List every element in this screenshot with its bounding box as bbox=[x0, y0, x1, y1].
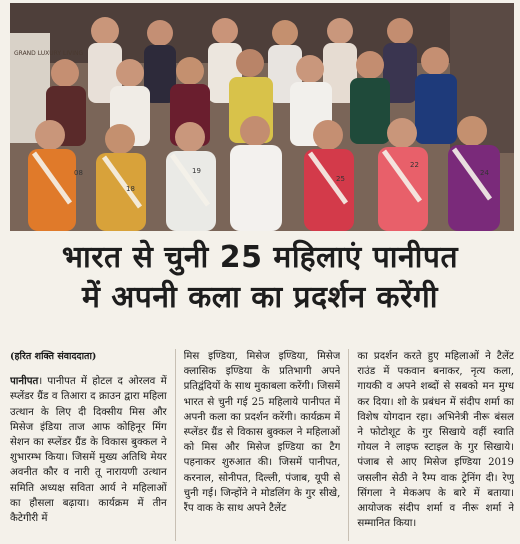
headline bbox=[6, 238, 514, 318]
sash-number: 19 bbox=[192, 167, 201, 175]
article-column-2: मिस इण्डिया, मिसेज इण्डिया, मिसेज क्लासिक इण्डिया के प्रतिभागी अपने प्रतिद्वंदियों के साथ मुकाबला करेंगी। जिसमें भारत से चुनी गई 25 महिलाये पानीपत में अपनी कला का प्रदर्शन करेंगी। कार्यक्रम में स्प्लेंडर ग्रैंड से विकास बुक्कल ने महिलाओं को मिस और मिसेज इण्डिया का टैग पहनाकर शुरुआत की। जिसमें पानीपत, करनाल, सोनीपत, दिल्ली, पंजाब, यूपी से चुनी गई। जिन्होंने ने मोडलिंग के गुर सीखे, रैंप वाक के साथ अपने टैलेंट bbox=[183, 351, 341, 515]
byline: (हरित शक्ति संवाददाता) bbox=[10, 351, 97, 362]
article-body bbox=[10, 349, 514, 541]
headline-line-1: भारत से चुनी 25 महिलाएं पानीपत bbox=[61, 240, 459, 275]
group-photo-illustration bbox=[10, 3, 514, 231]
sash-number: 08 bbox=[74, 169, 83, 177]
sash-number: 24 bbox=[480, 169, 489, 177]
group-photo bbox=[10, 3, 514, 231]
column-divider bbox=[175, 349, 176, 541]
dateline: पानीपत bbox=[10, 375, 39, 388]
article-column-1 bbox=[10, 349, 167, 541]
sash-number: 22 bbox=[410, 161, 419, 169]
article-column-3: का प्रदर्शन करते हुए महिलाओं ने टैलेंट राउंड में पकवान बनाकर, नृत्य कला, गायकी व अपने शब्दों से सबको मन मुग्ध कर दिया। शो के प्रबंधन में संदीप शर्मा का विशेष योगदान रहा। अभिनेत्री नीरू बंसल ने फोटोशूट के गुर सिखाये वहीं स्वाति गोयल ने लाइफ स्टाइल के गुर सिखाये। पंजाब से आए मिसेज इण्डिया 2019 जसलीन सेठी ने रैम्प वाक ट्रेनिंग दी। रेणु सिंगला ने मेकअप के बारे में बताया। आयोजक संदीप शर्मा व नीरू शर्मा ने सम्मानित किया। bbox=[357, 351, 515, 530]
column-1-text: । पानीपत में होटल द ओरलव में स्प्लेंडर ग्रैंड व तिआरा द क्राउन द्वारा महिला उत्थान के लिए दी दिक्सीय मिस और मिसेज इंडिया ताज आफ कोहिनूर मिंग सेशन का स्प्लेंडर ग्रैंड के विकास बुक्कल ने शुभारम्भ किया। जिसमें मुख्य अतिथि मेयर अवनीत कौर व नारी तू नारायणी उत्थान समिति अध्यक्ष सविता आर्य ने महिलाओं का हौसला बढ़ाया। कार्यक्रम में तीन कैटेगीरी में bbox=[10, 376, 167, 525]
sash-number: 25 bbox=[336, 175, 345, 183]
backdrop-text: GRAND LUXURY LIVING bbox=[14, 50, 84, 57]
column-divider bbox=[348, 349, 349, 541]
headline-line-2: में अपनी कला का प्रदर्शन करेंगी bbox=[81, 280, 439, 315]
sash-number: 18 bbox=[126, 185, 135, 193]
